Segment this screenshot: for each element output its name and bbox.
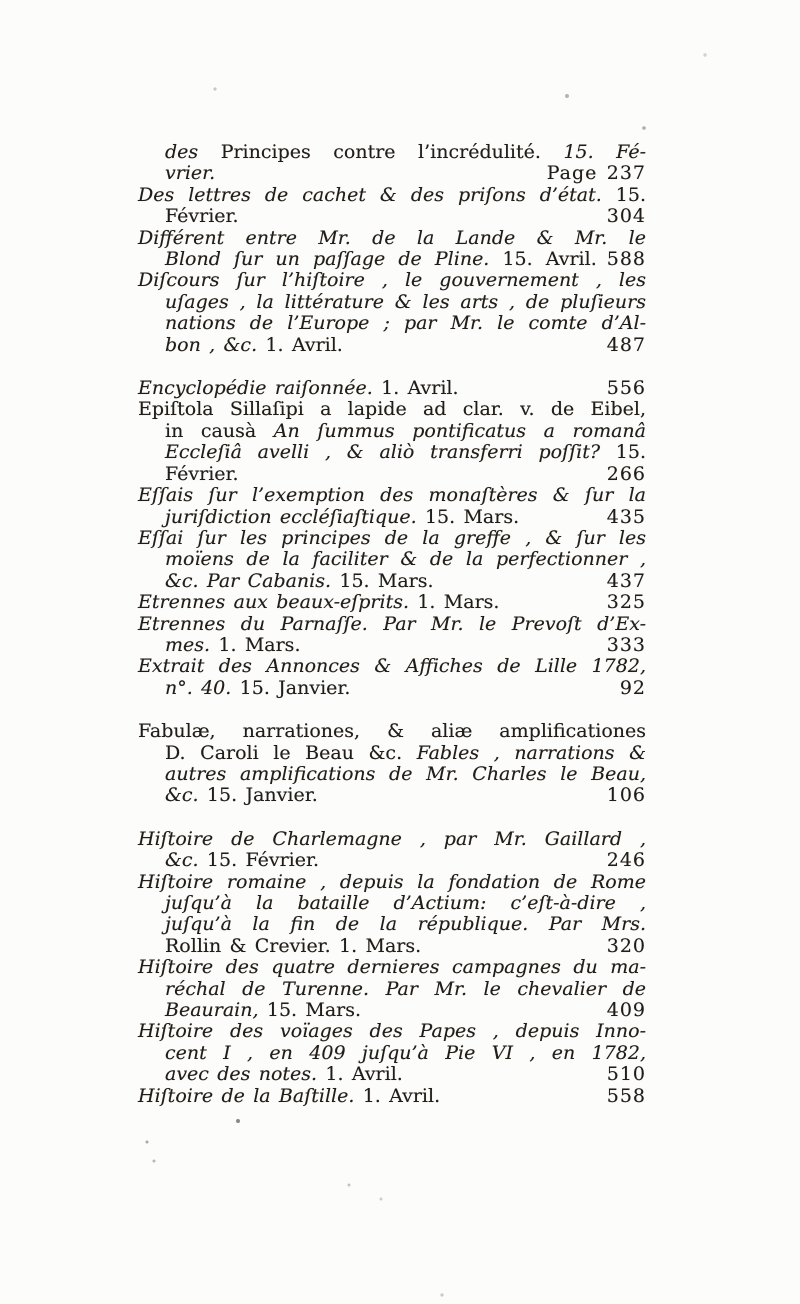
- index-entry: [138, 485, 646, 528]
- index-entry: [138, 399, 646, 485]
- entry-text-segment: juſqu’à la bataille d’Actium: c’eſt-à-dire ,: [165, 892, 646, 914]
- entry-page-number: Page 237: [546, 162, 646, 185]
- entry-text-segment: Etrennes aux beaux-eſprits.: [138, 591, 418, 614]
- index-entry: [138, 528, 646, 592]
- entry-text-segment: Hiſtoire romaine , depuis la fondation de Rome: [138, 870, 646, 893]
- entry-text-segment: &c.: [165, 849, 207, 872]
- index-entry: [138, 378, 646, 399]
- entry-text-segment: 15.: [615, 183, 646, 206]
- index-entry: [138, 1021, 646, 1085]
- entry-page-number: 333: [606, 633, 646, 656]
- entry-line: [138, 292, 646, 313]
- entry-line: [138, 335, 646, 356]
- entry-text-segment: Beaurain,: [165, 999, 267, 1022]
- entry-text-segment: Encyclopédie raiſonnée.: [138, 377, 382, 400]
- entry-line: [138, 549, 646, 570]
- entry-text-segment: 15. Mars.: [339, 569, 434, 592]
- entry-page-number: 510: [606, 1063, 646, 1086]
- index-entry: [138, 957, 646, 1021]
- entry-line: [138, 163, 646, 184]
- entry-page-number: 435: [606, 505, 646, 528]
- entry-text-segment: n°. 40.: [165, 676, 240, 699]
- index-entry: [138, 872, 646, 958]
- entry-text-segment: 15. Janvier.: [206, 784, 318, 807]
- entry-line: [138, 421, 646, 442]
- entry-text-segment: Etrennes du Parnaſſe. Par Mr. le Prevoſt d’Ex-: [138, 612, 646, 635]
- entry-page-number: 558: [606, 1084, 646, 1107]
- entry-line: [138, 507, 646, 528]
- entry-text-segment: Hiſtoire de Charlemagne , par Mr. Gaillard ,: [138, 827, 646, 850]
- entry-page-number: 320: [606, 934, 646, 957]
- entry-page-number: 106: [606, 784, 646, 807]
- entry-text-segment: autres amplifications de Mr. Charles le Beau,: [165, 762, 646, 785]
- entry-text-segment: Epiſtola Sillaſipi a lapide ad clar. v. de Eibel,: [138, 398, 646, 421]
- entry-line: [138, 914, 646, 935]
- entry-text-segment: Des lettres de cachet & des priſons d’état.: [138, 183, 616, 206]
- entry-text-segment: 15. Février.: [206, 849, 320, 872]
- index-entry: [138, 228, 646, 271]
- entry-text-segment: uſages , la littérature & les arts , de pluſieurs: [165, 290, 646, 313]
- index-list: [138, 142, 646, 1107]
- entry-text-segment: cent I , en 409 juſqu’à Pie VI , en 1782,: [165, 1041, 646, 1064]
- entry-line: [138, 979, 646, 1000]
- entry-text-segment: 1. Mars.: [218, 633, 301, 656]
- entry-page-number: 325: [606, 591, 646, 614]
- entry-text-segment: moïens de la faciliter & de la perfectionner ,: [165, 548, 646, 571]
- entry-line: [138, 1021, 646, 1042]
- entry-text-segment: Hiſtoire de la Baſtille.: [138, 1084, 363, 1107]
- entry-text-segment: 15. Janvier.: [239, 676, 351, 699]
- entry-text-segment: 15.: [615, 441, 646, 464]
- entry-text-segment: Fabulæ, narrationes, & aliæ amplificationes: [138, 720, 646, 743]
- entry-text-segment: Diſcours ſur l’hiſtoire , le gouvernement , les: [138, 269, 646, 292]
- entry-text-segment: Différent entre Mr. de la Lande & Mr. le: [138, 226, 646, 249]
- entry-line: [138, 249, 646, 270]
- entry-line: [138, 936, 646, 957]
- entry-line: [138, 378, 646, 399]
- entry-page-number: 588: [606, 248, 646, 271]
- scan-noise-specks: [0, 0, 2, 2]
- entry-line: [138, 1043, 646, 1064]
- entry-text-segment: 15. Fé-: [563, 141, 646, 163]
- index-entry: [138, 185, 646, 228]
- entry-text-segment: &c. Par Cabanis.: [165, 569, 340, 592]
- entry-text-segment: des: [165, 141, 221, 163]
- entry-page-number: 92: [619, 676, 646, 699]
- entry-page-number: 246: [606, 849, 646, 872]
- entry-page-number: 304: [606, 205, 646, 228]
- entry-line: [138, 893, 646, 914]
- entry-page-number: 437: [606, 569, 646, 592]
- index-entry: [138, 614, 646, 657]
- entry-line: [138, 1000, 646, 1021]
- entry-line: [138, 571, 646, 592]
- entry-text-segment: Rollin & Crevier. 1. Mars.: [165, 934, 422, 957]
- entry-text-segment: Hiſtoire des voïages des Papes , depuis Inno-: [138, 1020, 646, 1043]
- index-entry: [138, 142, 646, 185]
- entry-text-segment: Principes contre l’incrédulité.: [220, 141, 564, 163]
- entry-text-segment: juſqu’à la fin de la république. Par Mrs.: [165, 913, 646, 936]
- entry-line: [138, 270, 646, 291]
- entry-text-segment: 1. Mars.: [417, 591, 500, 614]
- entry-text-segment: nations de l’Europe ; par Mr. le comte d’Al-: [165, 312, 646, 335]
- entry-text-segment: 1. Avril.: [362, 1084, 441, 1107]
- entry-text-segment: &c.: [165, 784, 207, 807]
- entry-line: [138, 485, 646, 506]
- entry-line: [138, 142, 646, 163]
- entry-text-segment: 1. Avril.: [325, 1063, 403, 1086]
- index-entry: [138, 656, 646, 699]
- entry-line: [138, 1086, 646, 1107]
- entry-text-segment: juriſdiction eccléſiaſtique.: [165, 505, 425, 528]
- entry-text-segment: Blond ſur un paſſage de Pline.: [165, 248, 503, 271]
- entry-line: [138, 872, 646, 893]
- entry-line: [138, 528, 646, 549]
- entry-line: [138, 313, 646, 334]
- index-entry: [138, 270, 646, 356]
- entry-line: [138, 399, 646, 420]
- entry-page-number: 556: [606, 377, 646, 400]
- entry-text-segment: mes.: [165, 633, 219, 656]
- entry-text-segment: Eſſai ſur les principes de la greffe , & ſur les: [138, 526, 646, 549]
- entry-text-segment: D. Caroli le Beau &c.: [165, 741, 417, 764]
- entry-line: [138, 592, 646, 613]
- entry-text-segment: 15. Mars.: [266, 999, 362, 1022]
- entry-text-segment: avec des notes.: [165, 1063, 326, 1086]
- entry-text-segment: Eſſais ſur l’exemption des monaſtères & ſur la: [138, 484, 646, 507]
- entry-line: [138, 228, 646, 249]
- entry-text-segment: Février.: [165, 462, 239, 485]
- entry-line: [138, 185, 646, 206]
- entry-text-segment: in causà: [165, 419, 274, 442]
- entry-line: [138, 464, 646, 485]
- entry-line: [138, 442, 646, 463]
- entry-line: [138, 656, 646, 677]
- entry-page-number: 487: [606, 333, 646, 356]
- entry-line: [138, 785, 646, 806]
- index-entry: [138, 829, 646, 872]
- entry-page-number: 266: [606, 462, 646, 485]
- entry-page-number: 409: [606, 999, 646, 1022]
- entry-text-segment: 1. Avril.: [265, 333, 343, 356]
- entry-line: [138, 850, 646, 871]
- index-entry: [138, 721, 646, 807]
- entry-line: [138, 635, 646, 656]
- index-entry: [138, 592, 646, 613]
- entry-line: [138, 764, 646, 785]
- entry-line: [138, 957, 646, 978]
- entry-text-segment: An ſummus pontificatus a romanâ: [273, 419, 646, 442]
- entry-line: [138, 678, 646, 699]
- entry-line: [138, 743, 646, 764]
- entry-text-segment: Hiſtoire des quatre dernieres campagnes du ma-: [138, 956, 646, 979]
- entry-text-segment: réchal de Turenne. Par Mr. le chevalier de: [165, 977, 646, 1000]
- entry-line: [138, 1064, 646, 1085]
- entry-line: [138, 721, 646, 742]
- entry-text-segment: Fables , narrations &: [416, 741, 647, 764]
- entry-text-segment: 15. Avril.: [502, 248, 597, 271]
- entry-text-segment: Extrait des Annonces & Affiches de Lille 1782,: [138, 655, 646, 678]
- entry-text-segment: vrier.: [165, 162, 216, 185]
- entry-text-segment: bon , &c.: [165, 333, 266, 356]
- entry-text-segment: Eccleſiâ avelli , & aliò transferri poſſit?: [165, 441, 616, 464]
- entry-line: [138, 829, 646, 850]
- entry-line: [138, 614, 646, 635]
- entry-text-segment: 1. Avril.: [381, 377, 459, 400]
- entry-line: [138, 206, 646, 227]
- entry-text-segment: 15. Mars.: [424, 505, 520, 528]
- index-entry: [138, 1086, 646, 1107]
- entry-text-segment: Février.: [165, 205, 239, 228]
